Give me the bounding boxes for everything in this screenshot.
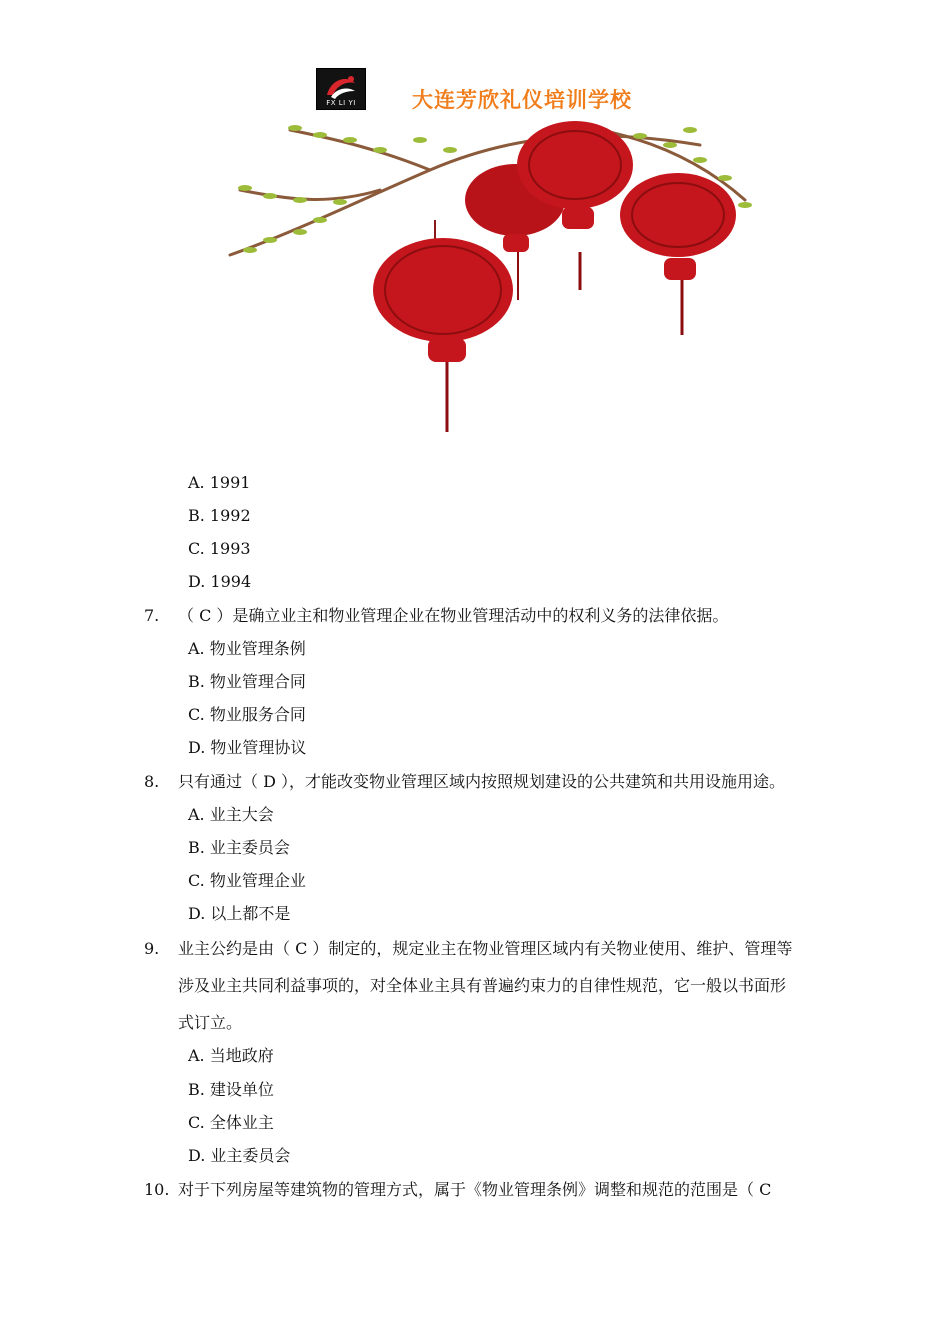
option-q6-a: A. 1991: [188, 473, 251, 492]
question-9-number: 9.: [144, 939, 160, 958]
option-q8-c: C. 物业管理企业: [188, 871, 306, 890]
lantern-icon: [373, 220, 513, 432]
option-q9-d: D. 业主委员会: [188, 1146, 291, 1165]
lanterns-branch-illustration: [0, 0, 950, 445]
question-8-number: 8.: [144, 772, 160, 791]
question-9-text-line-2: 涉及业主共同利益事项的，对全体业主具有普遍约束力的自律性规范，它一般以书面形: [178, 976, 787, 995]
question-9-text-line-3: 式订立。: [178, 1013, 243, 1032]
option-q9-b: B. 建设单位: [188, 1080, 274, 1099]
option-q7-d: D. 物业管理协议: [188, 738, 307, 757]
option-q9-a: A. 当地政府: [188, 1046, 274, 1065]
school-name: 大连芳欣礼仪培训学校: [412, 88, 632, 112]
option-q7-c: C. 物业服务合同: [188, 705, 306, 724]
option-q8-d: D. 以上都不是: [188, 904, 291, 923]
lantern-icon: [620, 173, 736, 335]
logo-text: FX LI YI: [326, 99, 356, 107]
option-q8-b: B. 业主委员会: [188, 838, 290, 857]
question-7-text: （ C ）是确立业主和物业管理企业在物业管理活动中的权利义务的法律依据。: [178, 606, 729, 625]
option-q6-b: B. 1992: [188, 506, 251, 525]
option-q7-a: A. 物业管理条例: [188, 639, 306, 658]
question-9-text-line-1: 业主公约是由（ C ）制定的，规定业主在物业管理区域内有关物业使用、维护、管理等: [178, 939, 793, 958]
option-q9-c: C. 全体业主: [188, 1113, 274, 1132]
option-q6-d: D. 1994: [188, 572, 252, 591]
question-10-text: 对于下列房屋等建筑物的管理方式，属于《物业管理条例》调整和规范的范围是（ C: [178, 1180, 772, 1199]
option-q6-c: C. 1993: [188, 539, 251, 558]
question-7-number: 7.: [144, 606, 160, 625]
option-q7-b: B. 物业管理合同: [188, 672, 306, 691]
option-q8-a: A. 业主大会: [188, 805, 274, 824]
page-header: [0, 0, 950, 445]
question-8-text: 只有通过（ D ），才能改变物业管理区域内按照规划建设的公共建筑和共用设施用途。: [178, 772, 786, 791]
question-10-number: 10.: [144, 1180, 170, 1199]
